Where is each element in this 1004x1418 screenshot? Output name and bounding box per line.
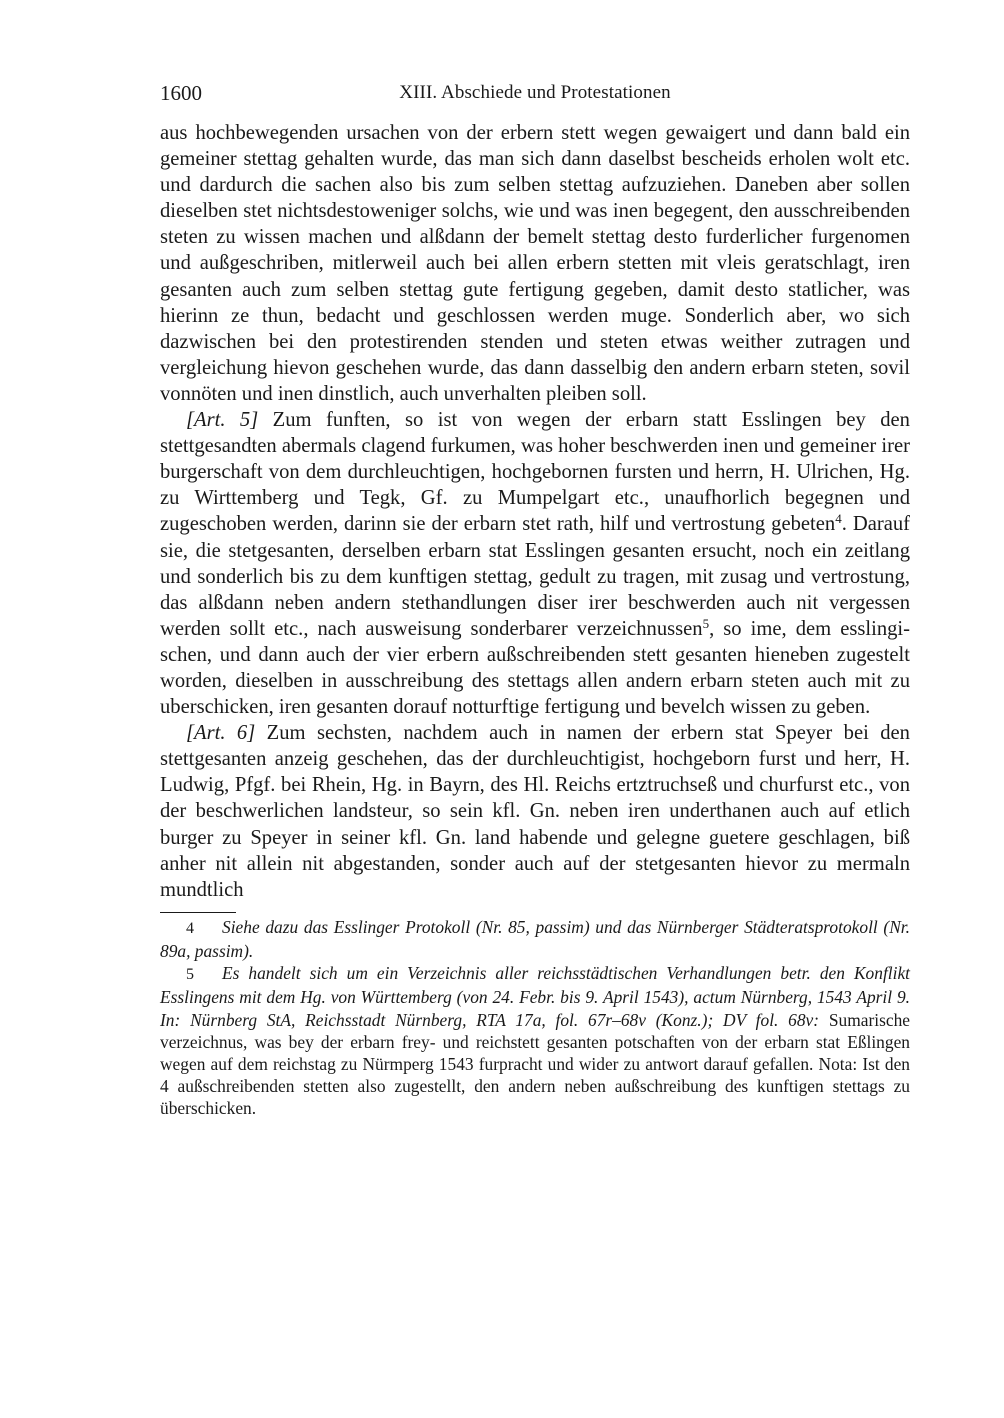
article-label: [Art. 5] (186, 409, 259, 432)
running-header (160, 78, 910, 108)
paragraph-article-6 (160, 720, 910, 903)
article-text: Zum sechsten, nachdem auch in namen der erbern stat Speyer bei den stettgesanten anzeig geschehen, das der durchleuchtigist, hochgeborn furst und herr, H. Ludwig, Pfgf. bei Rhein, Hg. in Bayrn, des Hl. Reichs ertztruchseß und churfurst etc., von der beschwerlichen landsteur, so sein kfl. Gn. neben iren underthanen auch auf etlich burger zu Speyer in seiner kfl. Gn. land habende und gelegne guetere geschlagen, biß anher nit allein nit abgestanden, sonder auch auf der stetgesanten hievor zu mermaln mundtlich (160, 722, 910, 901)
paragraph-continuation: aus hochbewegenden ursachen von der erbern stett wegen gewaigert und dann bald ein gemeiner stettag gehalten wurde, das man sich dann daselbst bescheids erholen wolt etc. und dardurch die sachen also bis zum selben stettag aufzuziehen. Daneben aber sollen dieselben stet nichtsdestoweniger solchs, wie und was inen begegent, den ausschreibenden steten zu wissen machen und alßdann der bemelt stettag desto furderlicher furgenomen und außgeschriben, mitlerweil auch bei allen erbern stetten mit vleis geratschlagt, iren gesanten auch zum selben stettag gute fertigung gegeben, damit desto statlicher, was hierinn ze thun, bedacht und geschlossen werden muge. Sonderlich aber, wo sich dazwischen bei den protestirenden stenden und steten etwas weither zutragen und vergleichung hievon geschehen wurde, das dann dasselbig den andern erbarn steten, sovil vonnöten und inen dinstlich, auch unverhalten pleiben soll. (160, 122, 910, 405)
footnote-divider (160, 912, 236, 913)
footnote-text-roman: Sumarische verzeichnus, was bey der erbarn frey- und reichstett gesanten potschaften von der erbarn stat Eßlingen wegen auf dem reichstag zu Nürmperg 1543 furpracht und wider zu antwort darauf gefallen. Nota: Ist den 4 außschreibenden stetten also zugestellt, den andern neben außschreibung des kunftigen stettags zu überschicken. (160, 1009, 910, 1119)
footnote-text-italic: Siehe dazu das Esslinger Protokoll (Nr. 85, passim) und das Nürnberger Städteratsprotokoll (Nr. 89a, passim). (160, 916, 910, 962)
paragraph-article-5 (160, 407, 910, 720)
page-number: 1600 (160, 81, 202, 105)
main-text (160, 120, 910, 903)
article-text: . Darauf sie, die stetgesanten, derselben erbarn stat Esslingen gesanten ersucht, noch ein zeitlang und sonderlich bis zu dem kunftigen stettag, gedult zu tragen, mit zusag und vertrostung, das alßdann neben andern stethandlungen diser irer beschwerden auch nit vergessen werden sollt etc., nach ausweisung sonderbarer verzeichnussen (160, 513, 911, 640)
running-title: XIII. Abschiede und Protestationen (399, 82, 671, 103)
footnote (160, 962, 910, 1119)
document-page (160, 78, 910, 1120)
footnote (160, 916, 910, 962)
footnote-reference[interactable]: 5 (702, 615, 710, 631)
footnote-text-italic: Es handelt sich um ein Verzeichnis aller reichsstädtischen Verhandlungen betr. den Konflikt Esslingens mit dem Hg. von Württemberg (von 24. Febr. bis 9. April 1543), actum Nürnberg, 1543 April 9. In: Nürnberg StA, Reichsstadt Nürnberg, RTA 17a, fol. 67r–68v (Konz.); DV fol. 68v: (160, 963, 910, 1030)
article-text: Zum funften, so ist von wegen der erbarn statt Esslingen bey den stettgesandten abermals clagend furkumen, was hoher beschwerden inen und gemeiner irer burgerschaft von dem durchleuchtigen, hochgebornen fursten und herrn, H. Ulrichen, Hg. zu Wirttemberg und Tegk, Gf. zu Mumpelgart etc., unaufhorlich begegnen und zugeschoben werden, darinn sie der erbarn stet rath, hilf und vertrostung gebeten (160, 409, 910, 536)
article-label: [Art. 6] (186, 722, 256, 745)
footnote-number: 5 (186, 966, 194, 984)
footnote-reference[interactable]: 4 (835, 511, 842, 527)
footnote-number: 4 (186, 919, 194, 937)
footnotes (160, 916, 910, 1120)
article-text: , so ime, dem esslingischen, und dann auch der vier erbern außschreibenden stett gesanten hieneben zugestelt worden, dieselben in ausschreibung des stettags allen andern erbarn steten auch mit zu uberschicken, iren gesanten dorauf notturftige fertigung und bevelch wissen zu geben. (160, 617, 910, 719)
